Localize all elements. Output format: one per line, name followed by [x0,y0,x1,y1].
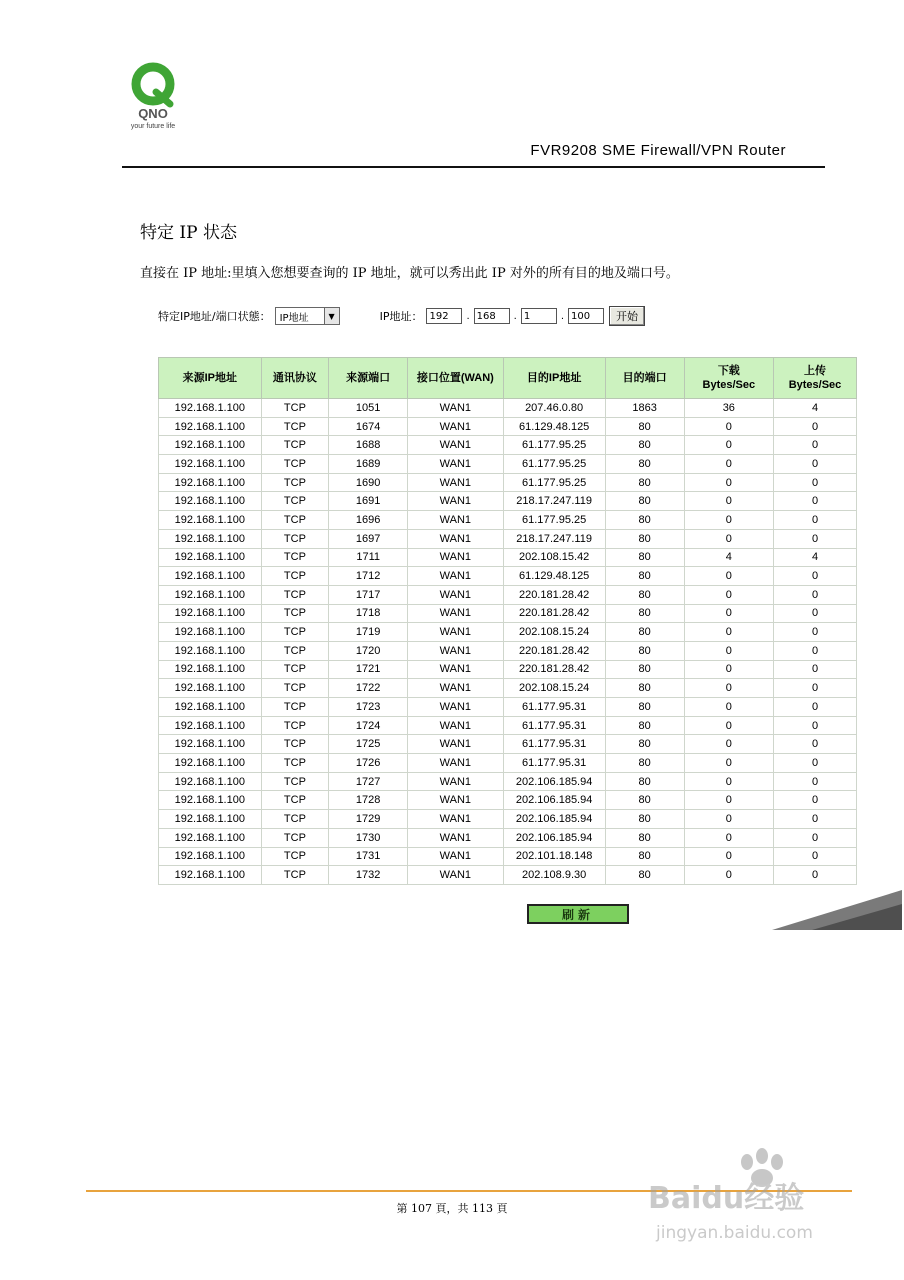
cell-protocol: TCP [261,548,329,567]
cell-source-ip: 192.168.1.100 [159,548,262,567]
cell-dest-ip: 218.17.247.119 [503,529,605,548]
cell-upload: 0 [774,455,857,474]
cell-source-ip: 192.168.1.100 [159,455,262,474]
query-controls [158,305,645,327]
intro-paragraph: 直接在 IP 地址:里填入您想要查询的 IP 地址，就可以秀出此 IP 对外的所有目的地及端口号。 [140,266,679,281]
cell-source-ip: 192.168.1.100 [159,399,262,418]
table-row [159,492,857,511]
cell-source-port: 1690 [329,473,408,492]
cell-source-ip: 192.168.1.100 [159,567,262,586]
document-title: FVR9208 SME Firewall/VPN Router [530,142,786,159]
cell-dest-ip: 61.177.95.31 [503,716,605,735]
cell-protocol: TCP [261,604,329,623]
cell-upload: 0 [774,716,857,735]
logo-tagline: your future life [130,123,176,130]
cell-upload: 0 [774,604,857,623]
cell-protocol: TCP [261,735,329,754]
column-header-source-port: 来源端口 [329,358,408,399]
cell-download: 0 [684,567,773,586]
cell-source-port: 1689 [329,455,408,474]
cell-download: 4 [684,548,773,567]
cell-protocol: TCP [261,716,329,735]
cell-protocol: TCP [261,585,329,604]
cell-upload: 0 [774,698,857,717]
table-row [159,623,857,642]
cell-source-ip: 192.168.1.100 [159,772,262,791]
cell-upload: 0 [774,735,857,754]
cell-source-port: 1725 [329,735,408,754]
cell-dest-port: 80 [605,660,684,679]
cell-source-port: 1728 [329,791,408,810]
status-type-select[interactable] [275,307,340,325]
cell-source-port: 1721 [329,660,408,679]
cell-interface: WAN1 [408,735,503,754]
table-row [159,698,857,717]
cell-download: 0 [684,716,773,735]
column-header-dest-ip: 目的IP地址 [503,358,605,399]
cell-interface: WAN1 [408,660,503,679]
cell-dest-ip: 61.129.48.125 [503,567,605,586]
cell-interface: WAN1 [408,641,503,660]
header-divider [122,166,825,168]
table-row [159,567,857,586]
cell-source-port: 1051 [329,399,408,418]
ip-octet-1-input[interactable] [426,308,462,324]
cell-interface: WAN1 [408,492,503,511]
cell-interface: WAN1 [408,828,503,847]
cell-protocol: TCP [261,417,329,436]
refresh-button[interactable]: 刷新 [527,904,629,924]
table-row [159,473,857,492]
cell-upload: 0 [774,866,857,885]
cell-dest-port: 80 [605,810,684,829]
cell-download: 0 [684,455,773,474]
cell-source-ip: 192.168.1.100 [159,529,262,548]
cell-source-ip: 192.168.1.100 [159,866,262,885]
table-row [159,436,857,455]
cell-dest-ip: 202.108.15.42 [503,548,605,567]
cell-source-ip: 192.168.1.100 [159,735,262,754]
cell-dest-port: 80 [605,847,684,866]
cell-dest-port: 80 [605,641,684,660]
cell-source-port: 1726 [329,754,408,773]
cell-download: 0 [684,660,773,679]
cell-source-port: 1688 [329,436,408,455]
cell-dest-port: 80 [605,698,684,717]
cell-dest-ip: 218.17.247.119 [503,492,605,511]
cell-dest-ip: 202.108.15.24 [503,679,605,698]
cell-source-ip: 192.168.1.100 [159,585,262,604]
cell-dest-ip: 202.101.18.148 [503,847,605,866]
cell-source-ip: 192.168.1.100 [159,828,262,847]
cell-source-ip: 192.168.1.100 [159,436,262,455]
cell-source-ip: 192.168.1.100 [159,847,262,866]
cell-upload: 0 [774,810,857,829]
cell-source-port: 1731 [329,847,408,866]
cell-protocol: TCP [261,623,329,642]
cell-protocol: TCP [261,679,329,698]
table-row [159,660,857,679]
cell-dest-port: 80 [605,473,684,492]
table-row [159,399,857,418]
baidu-watermark [642,1148,862,1248]
cell-interface: WAN1 [408,679,503,698]
cell-source-port: 1697 [329,529,408,548]
cell-dest-ip: 61.177.95.25 [503,511,605,530]
cell-upload: 0 [774,492,857,511]
cell-protocol: TCP [261,791,329,810]
cell-source-ip: 192.168.1.100 [159,791,262,810]
cell-download: 0 [684,754,773,773]
cell-dest-port: 80 [605,735,684,754]
cell-download: 0 [684,847,773,866]
cell-interface: WAN1 [408,866,503,885]
ip-separator: . [466,310,470,322]
table-body [159,399,857,885]
cell-dest-port: 80 [605,716,684,735]
cell-dest-port: 80 [605,567,684,586]
cell-download: 0 [684,810,773,829]
cell-upload: 0 [774,585,857,604]
table-row [159,585,857,604]
cell-protocol: TCP [261,828,329,847]
table-row [159,828,857,847]
cell-interface: WAN1 [408,567,503,586]
cell-interface: WAN1 [408,716,503,735]
cell-protocol: TCP [261,641,329,660]
cell-protocol: TCP [261,698,329,717]
cell-download: 0 [684,511,773,530]
cell-dest-ip: 202.106.185.94 [503,772,605,791]
table-row [159,679,857,698]
cell-source-port: 1724 [329,716,408,735]
status-label: 特定IP地址/端口状態： [158,310,271,323]
cell-dest-port: 80 [605,828,684,847]
cell-download: 0 [684,772,773,791]
cell-source-ip: 192.168.1.100 [159,492,262,511]
cell-source-ip: 192.168.1.100 [159,698,262,717]
cell-source-ip: 192.168.1.100 [159,660,262,679]
cell-interface: WAN1 [408,604,503,623]
cell-source-port: 1732 [329,866,408,885]
cell-source-port: 1730 [329,828,408,847]
cell-dest-port: 80 [605,436,684,455]
cell-upload: 0 [774,623,857,642]
cell-dest-ip: 220.181.28.42 [503,604,605,623]
cell-source-port: 1717 [329,585,408,604]
cell-download: 0 [684,417,773,436]
start-button[interactable]: 开始 [609,306,645,326]
cell-dest-port: 80 [605,679,684,698]
cell-dest-ip: 202.106.185.94 [503,810,605,829]
cell-dest-port: 80 [605,604,684,623]
watermark-url: jingyan.baidu.com [656,1223,813,1243]
cell-dest-ip: 61.177.95.25 [503,455,605,474]
cell-source-port: 1729 [329,810,408,829]
cell-protocol: TCP [261,473,329,492]
cell-interface: WAN1 [408,399,503,418]
table-row [159,847,857,866]
cell-dest-ip: 61.177.95.31 [503,754,605,773]
ip-separator: . [560,310,565,322]
cell-interface: WAN1 [408,847,503,866]
cell-interface: WAN1 [408,754,503,773]
cell-download: 0 [684,604,773,623]
cell-upload: 0 [774,754,857,773]
cell-dest-port: 80 [605,511,684,530]
cell-download: 0 [684,828,773,847]
table-row [159,417,857,436]
table-header-row [159,358,857,399]
cell-protocol: TCP [261,455,329,474]
cell-protocol: TCP [261,529,329,548]
cell-dest-port: 80 [605,529,684,548]
cell-dest-ip: 61.177.95.31 [503,735,605,754]
cell-upload: 0 [774,847,857,866]
cell-dest-ip: 202.108.9.30 [503,866,605,885]
cell-dest-port: 80 [605,585,684,604]
cell-interface: WAN1 [408,623,503,642]
cell-interface: WAN1 [408,772,503,791]
cell-protocol: TCP [261,810,329,829]
cell-interface: WAN1 [408,791,503,810]
cell-interface: WAN1 [408,698,503,717]
cell-dest-ip: 207.46.0.80 [503,399,605,418]
cell-interface: WAN1 [408,810,503,829]
cell-dest-ip: 202.106.185.94 [503,828,605,847]
column-header-interface: 接口位置(WAN) [408,358,503,399]
column-header-download: 下载 Bytes/Sec [684,358,773,399]
cell-interface: WAN1 [408,473,503,492]
cell-source-ip: 192.168.1.100 [159,641,262,660]
ip-label: IP地址： [379,310,423,323]
cell-source-ip: 192.168.1.100 [159,417,262,436]
cell-dest-port: 80 [605,417,684,436]
cell-upload: 0 [774,791,857,810]
logo-text: QNO [138,106,168,121]
cell-upload: 4 [774,399,857,418]
cell-protocol: TCP [261,436,329,455]
cell-source-ip: 192.168.1.100 [159,511,262,530]
cell-protocol: TCP [261,754,329,773]
cell-dest-ip: 61.129.48.125 [503,417,605,436]
cell-dest-ip: 61.177.95.25 [503,473,605,492]
cell-source-port: 1711 [329,548,408,567]
cell-dest-port: 80 [605,623,684,642]
cell-interface: WAN1 [408,417,503,436]
cell-source-port: 1719 [329,623,408,642]
cell-upload: 0 [774,679,857,698]
cell-dest-ip: 220.181.28.42 [503,641,605,660]
table-row [159,810,857,829]
cell-protocol: TCP [261,567,329,586]
cell-dest-port: 80 [605,754,684,773]
column-header-upload: 上传 Bytes/Sec [774,358,857,399]
cell-source-ip: 192.168.1.100 [159,754,262,773]
cell-dest-port: 80 [605,791,684,810]
cell-download: 0 [684,679,773,698]
cell-source-ip: 192.168.1.100 [159,716,262,735]
cell-source-ip: 192.168.1.100 [159,623,262,642]
cell-dest-port: 80 [605,492,684,511]
table-row [159,455,857,474]
table-row [159,529,857,548]
cell-dest-ip: 220.181.28.42 [503,660,605,679]
chevron-down-icon[interactable]: ▼ [324,308,339,324]
cell-download: 36 [684,399,773,418]
table-row [159,548,857,567]
cell-upload: 0 [774,641,857,660]
cell-dest-port: 80 [605,866,684,885]
cell-dest-port: 80 [605,455,684,474]
cell-download: 0 [684,529,773,548]
cell-download: 0 [684,436,773,455]
cell-upload: 0 [774,828,857,847]
cell-source-port: 1696 [329,511,408,530]
cell-upload: 0 [774,417,857,436]
cell-source-port: 1720 [329,641,408,660]
cell-download: 0 [684,585,773,604]
cell-dest-ip: 61.177.95.31 [503,698,605,717]
cell-source-ip: 192.168.1.100 [159,810,262,829]
cell-protocol: TCP [261,399,329,418]
table-row [159,641,857,660]
ip-octet-4-input[interactable] [568,308,604,324]
cell-interface: WAN1 [408,436,503,455]
cell-source-ip: 192.168.1.100 [159,604,262,623]
qno-logo-icon [118,62,188,132]
cell-dest-ip: 220.181.28.42 [503,585,605,604]
cell-interface: WAN1 [408,548,503,567]
cell-dest-port: 1863 [605,399,684,418]
cell-download: 0 [684,492,773,511]
cell-interface: WAN1 [408,511,503,530]
table-row [159,866,857,885]
cell-interface: WAN1 [408,455,503,474]
ip-octet-2-input[interactable] [474,308,510,324]
cell-source-port: 1723 [329,698,408,717]
table-row [159,754,857,773]
cell-download: 0 [684,623,773,642]
cell-upload: 4 [774,548,857,567]
table-row [159,735,857,754]
cell-source-port: 1674 [329,417,408,436]
ip-status-table [158,357,857,885]
cell-interface: WAN1 [408,529,503,548]
table-row [159,716,857,735]
column-header-dest-port: 目的端口 [605,358,684,399]
ip-separator: . [513,310,517,322]
table-row [159,511,857,530]
decorative-corner [772,888,902,930]
cell-source-port: 1722 [329,679,408,698]
cell-protocol: TCP [261,847,329,866]
cell-protocol: TCP [261,492,329,511]
section-heading: 特定 IP 状态 [140,223,237,243]
column-header-protocol: 通讯协议 [261,358,329,399]
watermark-brand: Baidu经验 [648,1181,805,1216]
table-row [159,772,857,791]
cell-source-port: 1727 [329,772,408,791]
cell-upload: 0 [774,436,857,455]
status-type-select-value: IP地址 [279,312,309,324]
cell-download: 0 [684,791,773,810]
cell-download: 0 [684,641,773,660]
cell-source-port: 1691 [329,492,408,511]
cell-dest-ip: 202.106.185.94 [503,791,605,810]
cell-dest-ip: 202.108.15.24 [503,623,605,642]
table-row [159,791,857,810]
table-row [159,604,857,623]
cell-protocol: TCP [261,511,329,530]
cell-dest-port: 80 [605,548,684,567]
cell-download: 0 [684,735,773,754]
cell-download: 0 [684,698,773,717]
cell-upload: 0 [774,772,857,791]
cell-upload: 0 [774,529,857,548]
page-number: 第 107 頁，共 113 頁 [396,1202,508,1215]
ip-octet-3-input[interactable] [521,308,557,324]
cell-upload: 0 [774,473,857,492]
cell-source-port: 1712 [329,567,408,586]
cell-source-ip: 192.168.1.100 [159,473,262,492]
cell-download: 0 [684,866,773,885]
cell-interface: WAN1 [408,585,503,604]
cell-upload: 0 [774,660,857,679]
cell-source-ip: 192.168.1.100 [159,679,262,698]
cell-protocol: TCP [261,866,329,885]
cell-protocol: TCP [261,660,329,679]
cell-source-port: 1718 [329,604,408,623]
cell-upload: 0 [774,567,857,586]
cell-upload: 0 [774,511,857,530]
cell-dest-port: 80 [605,772,684,791]
cell-protocol: TCP [261,772,329,791]
cell-dest-ip: 61.177.95.25 [503,436,605,455]
cell-download: 0 [684,473,773,492]
column-header-source-ip: 来源IP地址 [159,358,262,399]
